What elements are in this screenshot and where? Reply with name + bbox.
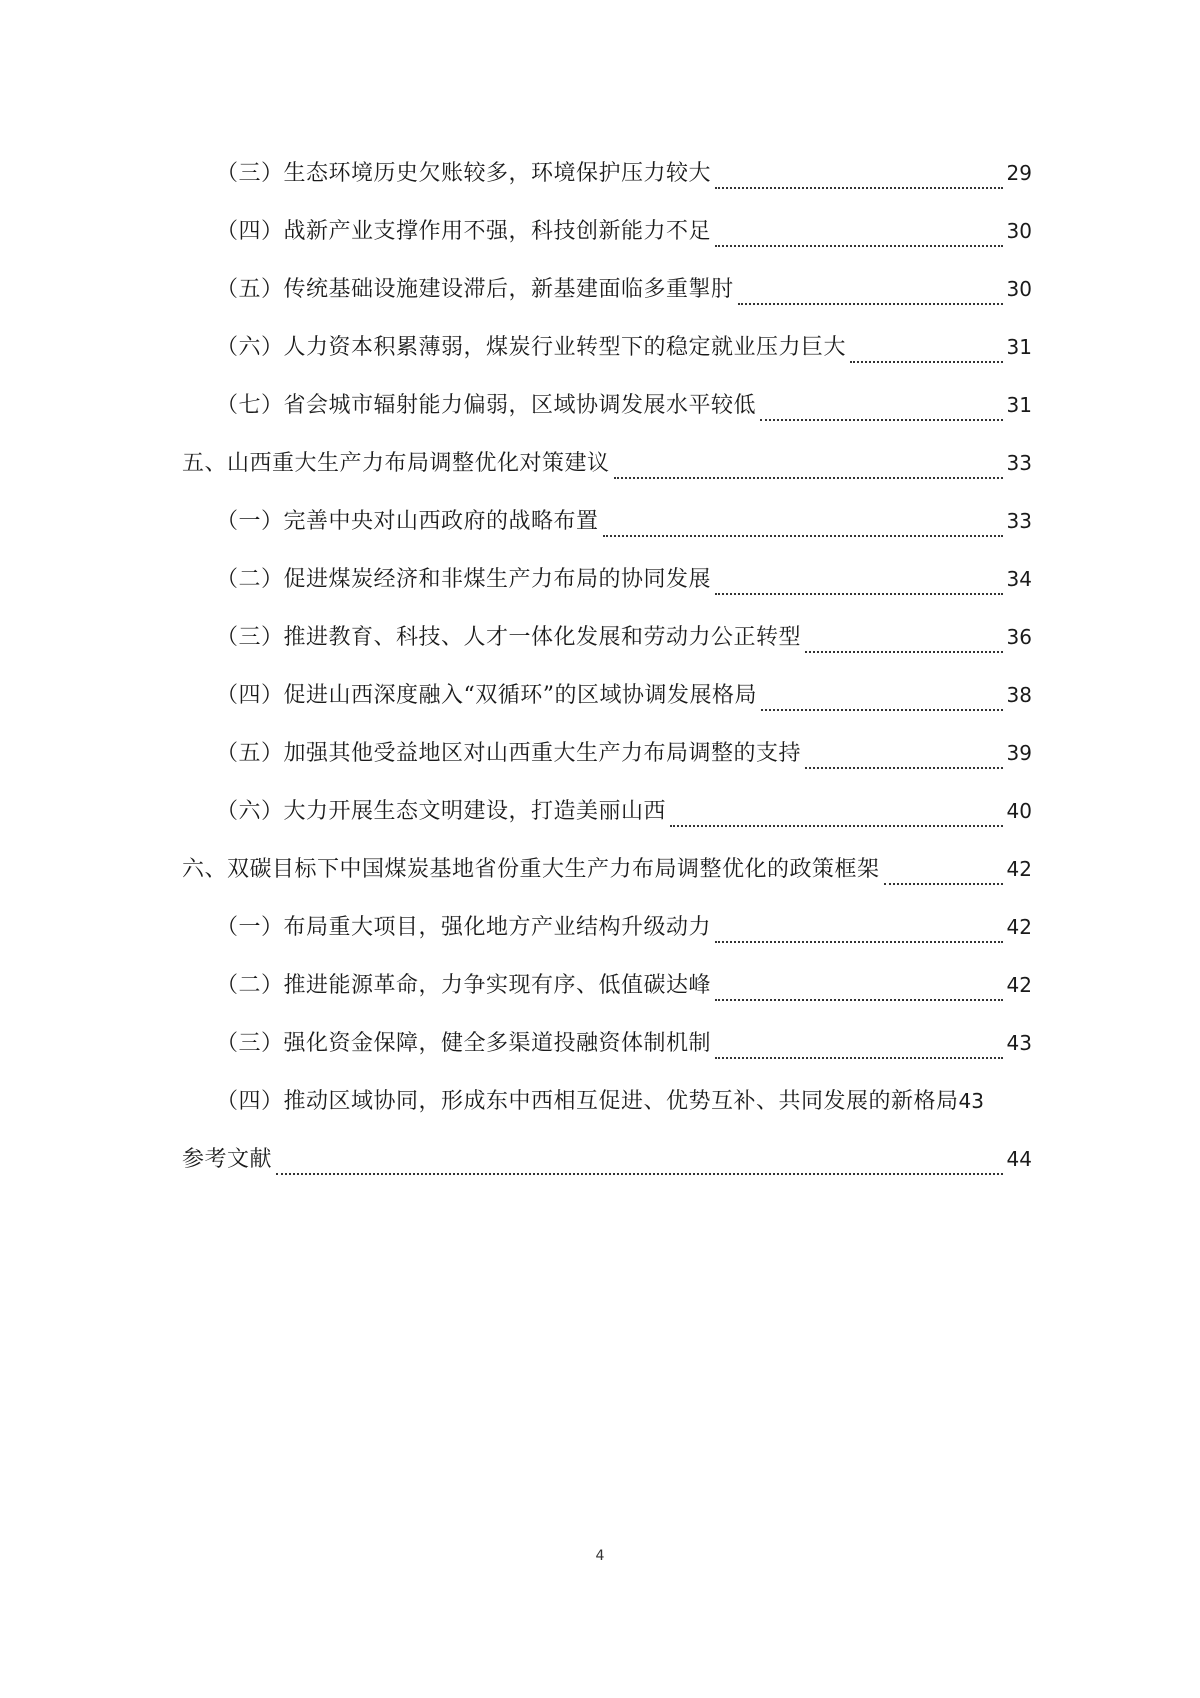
toc-entry-title: （四）促进山西深度融入“双循环”的区域协调发展格局: [216, 683, 757, 708]
toc-dot-leader: [850, 343, 1003, 363]
toc-entry-page: 30: [1006, 219, 1032, 243]
toc-dot-leader: [276, 1155, 1003, 1175]
toc-entry-title: （三）强化资金保障，健全多渠道投融资体制机制: [216, 1031, 712, 1056]
toc-dot-leader: [715, 169, 1003, 189]
toc-entry-page: 39: [1006, 741, 1032, 765]
toc-dot-leader: [738, 285, 1003, 305]
toc-entry-page: 31: [1006, 335, 1032, 359]
toc-entry-page: 42: [1006, 857, 1032, 881]
toc-dot-leader: [715, 981, 1003, 1001]
toc-entry-page: 30: [1006, 277, 1032, 301]
toc-dot-leader: [805, 633, 1003, 653]
toc-entry[interactable]: [182, 724, 1032, 782]
toc-entry-title: （四）推动区域协同，形成东中西相互促进、优势互补、共同发展的新格局: [216, 1089, 959, 1114]
toc-chapter-entry[interactable]: [182, 434, 1032, 492]
toc-entry[interactable]: [182, 666, 1032, 724]
toc-dot-leader: [715, 575, 1003, 595]
toc-entry[interactable]: [182, 1014, 1032, 1072]
toc-entry-title: （六）人力资本积累薄弱，煤炭行业转型下的稳定就业压力巨大: [216, 335, 847, 360]
toc-entry-title: （六）大力开展生态文明建设，打造美丽山西: [216, 799, 667, 824]
toc-entry[interactable]: [182, 202, 1032, 260]
toc-entry-page: 31: [1006, 393, 1032, 417]
toc-entry-title: （四）战新产业支撑作用不强，科技创新能力不足: [216, 219, 712, 244]
toc-entry-title: （三）生态环境历史欠账较多，环境保护压力较大: [216, 161, 712, 186]
toc-dot-leader: [805, 749, 1003, 769]
page-number: 4: [595, 1548, 605, 1564]
toc-dot-leader: [603, 517, 1003, 537]
toc-entry[interactable]: [182, 608, 1032, 666]
toc-dot-leader: [614, 459, 1003, 479]
toc-entry-page: 29: [1006, 161, 1032, 185]
toc-entry[interactable]: [182, 144, 1032, 202]
toc-entry[interactable]: [182, 376, 1032, 434]
toc-entry-page: 38: [1006, 683, 1032, 707]
toc-entry-page: 33: [1006, 509, 1032, 533]
toc-entry-page: 33: [1006, 451, 1032, 475]
toc-dot-leader: [761, 691, 1003, 711]
toc-entry-title: （三）推进教育、科技、人才一体化发展和劳动力公正转型: [216, 625, 802, 650]
toc-dot-leader: [670, 807, 1003, 827]
toc-entry-page: 42: [1006, 973, 1032, 997]
toc-dot-leader: [715, 227, 1003, 247]
toc-entry-page: 43: [958, 1089, 984, 1113]
toc-entry-title: （二）促进煤炭经济和非煤生产力布局的协同发展: [216, 567, 712, 592]
table-of-contents: [182, 144, 1032, 1188]
toc-entry[interactable]: [182, 492, 1032, 550]
toc-entry-title: （一）完善中央对山西政府的战略布置: [216, 509, 599, 534]
toc-entry-page: 42: [1006, 915, 1032, 939]
toc-entry[interactable]: [182, 1072, 1032, 1130]
toc-chapter-entry[interactable]: [182, 840, 1032, 898]
toc-dot-leader: [760, 401, 1003, 421]
toc-dot-leader: [715, 1039, 1003, 1059]
toc-dot-leader: [884, 865, 1003, 885]
toc-entry-title: （一）布局重大项目，强化地方产业结构升级动力: [216, 915, 712, 940]
toc-entry[interactable]: [182, 318, 1032, 376]
toc-entry-page: 34: [1006, 567, 1032, 591]
toc-entry-page: 43: [1006, 1031, 1032, 1055]
toc-entry[interactable]: [182, 260, 1032, 318]
toc-entry-title: （二）推进能源革命，力争实现有序、低值碳达峰: [216, 973, 712, 998]
toc-entry-title: （五）传统基础设施建设滞后，新基建面临多重掣肘: [216, 277, 734, 302]
toc-references-entry[interactable]: [182, 1130, 1032, 1188]
toc-entry-page: 44: [1006, 1147, 1032, 1171]
toc-entry[interactable]: [182, 898, 1032, 956]
toc-entry[interactable]: [182, 550, 1032, 608]
toc-entry-title: （七）省会城市辐射能力偏弱，区域协调发展水平较低: [216, 393, 757, 418]
toc-entry-title: 六、双碳目标下中国煤炭基地省份重大生产力布局调整优化的政策框架: [182, 857, 880, 882]
toc-entry-title: 五、山西重大生产力布局调整优化对策建议: [182, 451, 610, 476]
toc-entry-title: （五）加强其他受益地区对山西重大生产力布局调整的支持: [216, 741, 802, 766]
toc-entry-title: 参考文献: [182, 1147, 273, 1172]
toc-dot-leader: [715, 923, 1003, 943]
toc-entry[interactable]: [182, 782, 1032, 840]
toc-entry-page: 40: [1006, 799, 1032, 823]
toc-entry[interactable]: [182, 956, 1032, 1014]
toc-entry-page: 36: [1006, 625, 1032, 649]
